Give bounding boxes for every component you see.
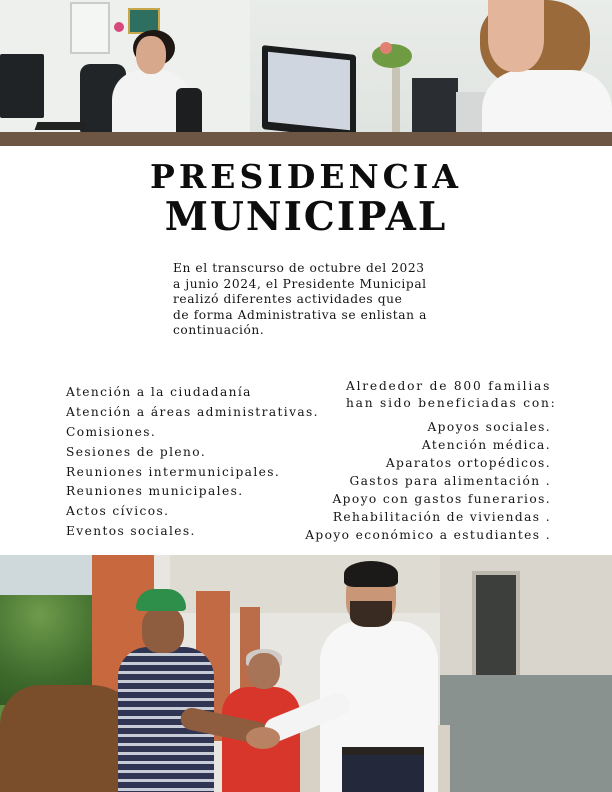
benefit-item: Apoyo con gastos funerarios.: [332, 492, 551, 506]
benefit-item: Apoyo económico a estudiantes .: [305, 528, 551, 542]
activity-item: Eventos sociales.: [66, 524, 196, 539]
activity-item: Sesiones de pleno.: [66, 444, 207, 459]
intro-line: realizó diferentes actividades que: [173, 292, 403, 307]
activity-item: Reuniones intermunicipales.: [66, 464, 281, 479]
page-title-line2: MUNICIPAL: [164, 194, 448, 240]
intro-paragraph: [173, 261, 458, 339]
beneficiaries-heading-line: Alrededor de 800 familias: [346, 379, 552, 393]
activity-item: Comisiones.: [66, 424, 157, 439]
page-title-line1: PRESIDENCIA: [150, 157, 462, 196]
intro-line: a junio 2024, el Presidente Municipal: [173, 276, 427, 291]
beneficiaries-heading-line: han sido beneficiadas con:: [346, 396, 557, 410]
photo-office-staff: [0, 0, 612, 146]
photo-handshake: [0, 555, 612, 792]
beneficiaries-heading: [346, 378, 557, 412]
activity-item: Atención a áreas administrativas.: [66, 404, 319, 419]
benefit-item: Rehabilitación de viviendas .: [332, 510, 551, 524]
benefit-item: Gastos para alimentación .: [349, 474, 551, 488]
activity-item: Actos cívicos.: [66, 504, 170, 519]
intro-line: En el transcurso de octubre del 2023: [173, 261, 425, 275]
activity-item: Reuniones municipales.: [66, 484, 244, 499]
benefit-item: Aparatos ortopédicos.: [385, 456, 551, 470]
benefit-item: Atención médica.: [421, 438, 551, 452]
benefit-item: Apoyos sociales.: [427, 420, 551, 434]
activity-item: Atención a la ciudadanía: [66, 385, 252, 399]
beneficiaries-list: [305, 418, 551, 544]
intro-line: continuación.: [173, 323, 265, 338]
intro-line: de forma Administrativa se enlistan a: [173, 307, 427, 322]
activities-list: [66, 383, 319, 542]
